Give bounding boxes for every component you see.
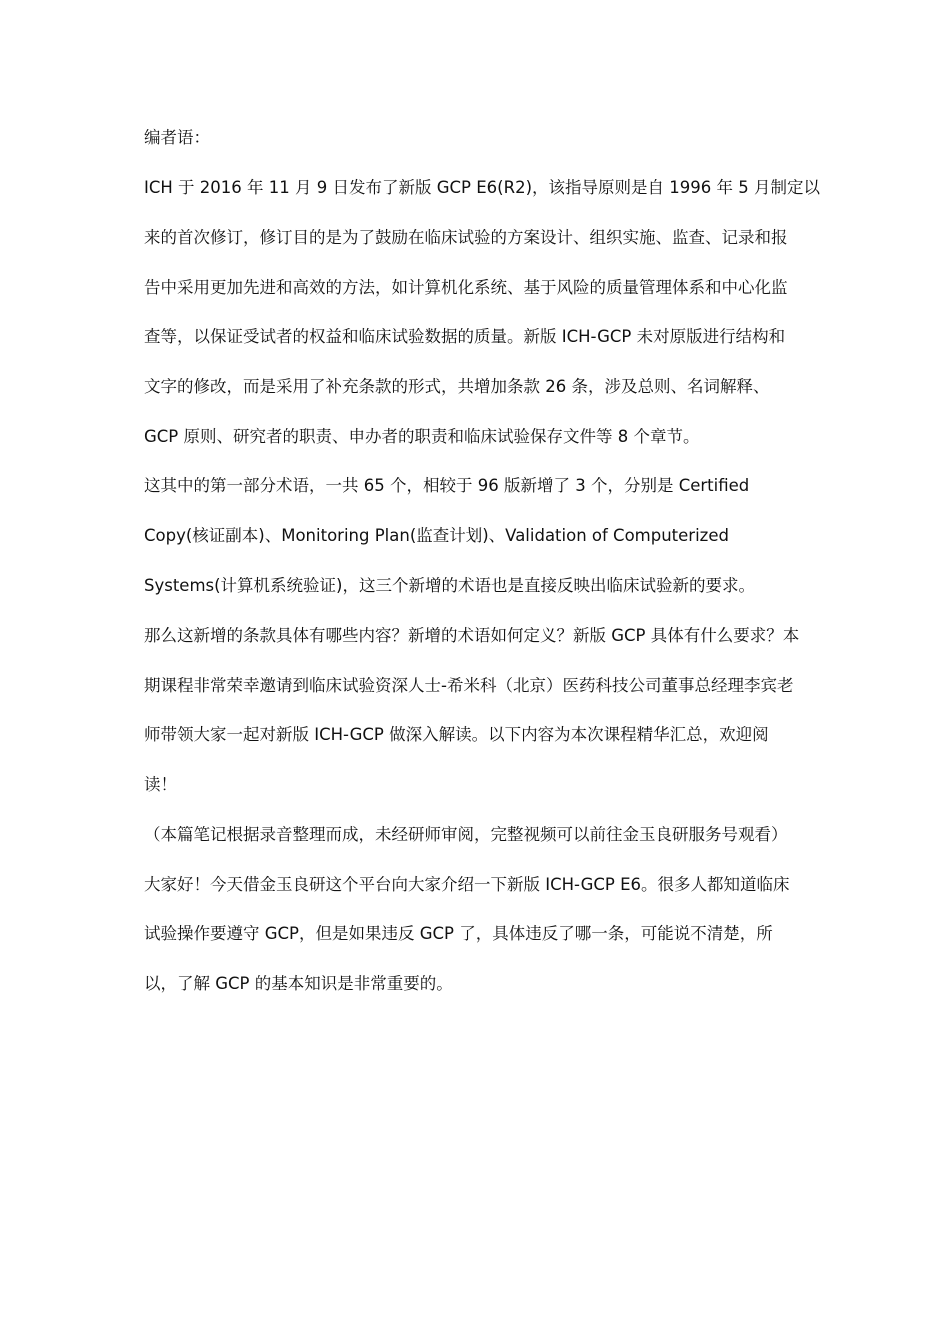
paragraph-line: GCP 原则、研究者的职责、申办者的职责和临床试验保存文件等 8 个章节。 <box>144 427 700 446</box>
paragraph-line: 查等，以保证受试者的权益和临床试验数据的质量。新版 ICH-GCP 未对原版进行结构和 <box>144 327 786 346</box>
paragraph-line: 期课程非常荣幸邀请到临床试验资深人士-希米科（北京）医药科技公司董事总经理李宾老 <box>144 676 794 695</box>
paragraph-line: 读！ <box>144 775 177 794</box>
paragraph-line: Systems(计算机系统验证)，这三个新增的术语也是直接反映出临床试验新的要求。 <box>144 576 755 595</box>
paragraph-line: ICH 于 2016 年 11 月 9 日发布了新版 GCP E6(R2)，该指导原则是自 1996 年 5 月制定以 <box>144 178 820 197</box>
paragraph-line: 这其中的第一部分术语，一共 65 个，相较于 96 版新增了 3 个，分别是 Certified <box>144 476 750 495</box>
paragraph-line: 来的首次修订，修订目的是为了鼓励在临床试验的方案设计、组织实施、监查、记录和报 <box>144 228 788 247</box>
paragraph-line: 告中采用更加先进和高效的方法，如计算机化系统、基于风险的质量管理体系和中心化监 <box>144 278 788 297</box>
editor-note-heading: 编者语： <box>144 128 210 147</box>
paragraph-line: 大家好！今天借金玉良研这个平台向大家介绍一下新版 ICH-GCP E6。很多人都知道临床 <box>144 875 790 894</box>
paragraph-line: 以，了解 GCP 的基本知识是非常重要的。 <box>144 974 453 993</box>
paragraph-line: 文字的修改，而是采用了补充条款的形式，共增加条款 26 条，涉及总则、名词解释、 <box>144 377 770 396</box>
paragraph-line: 试验操作要遵守 GCP，但是如果违反 GCP 了，具体违反了哪一条，可能说不清楚，所 <box>144 924 773 943</box>
paragraph-line: 师带领大家一起对新版 ICH-GCP 做深入解读。以下内容为本次课程精华汇总，欢迎阅 <box>144 725 769 744</box>
paragraph-line: Copy(核证副本)、Monitoring Plan(监查计划)、Validation of Computerized <box>144 526 729 545</box>
paragraph-line: 那么这新增的条款具体有哪些内容？新增的术语如何定义？新版 GCP 具体有什么要求？本 <box>144 626 800 645</box>
note-line: （本篇笔记根据录音整理而成，未经研师审阅，完整视频可以前往金玉良研服务号观看） <box>144 825 788 844</box>
